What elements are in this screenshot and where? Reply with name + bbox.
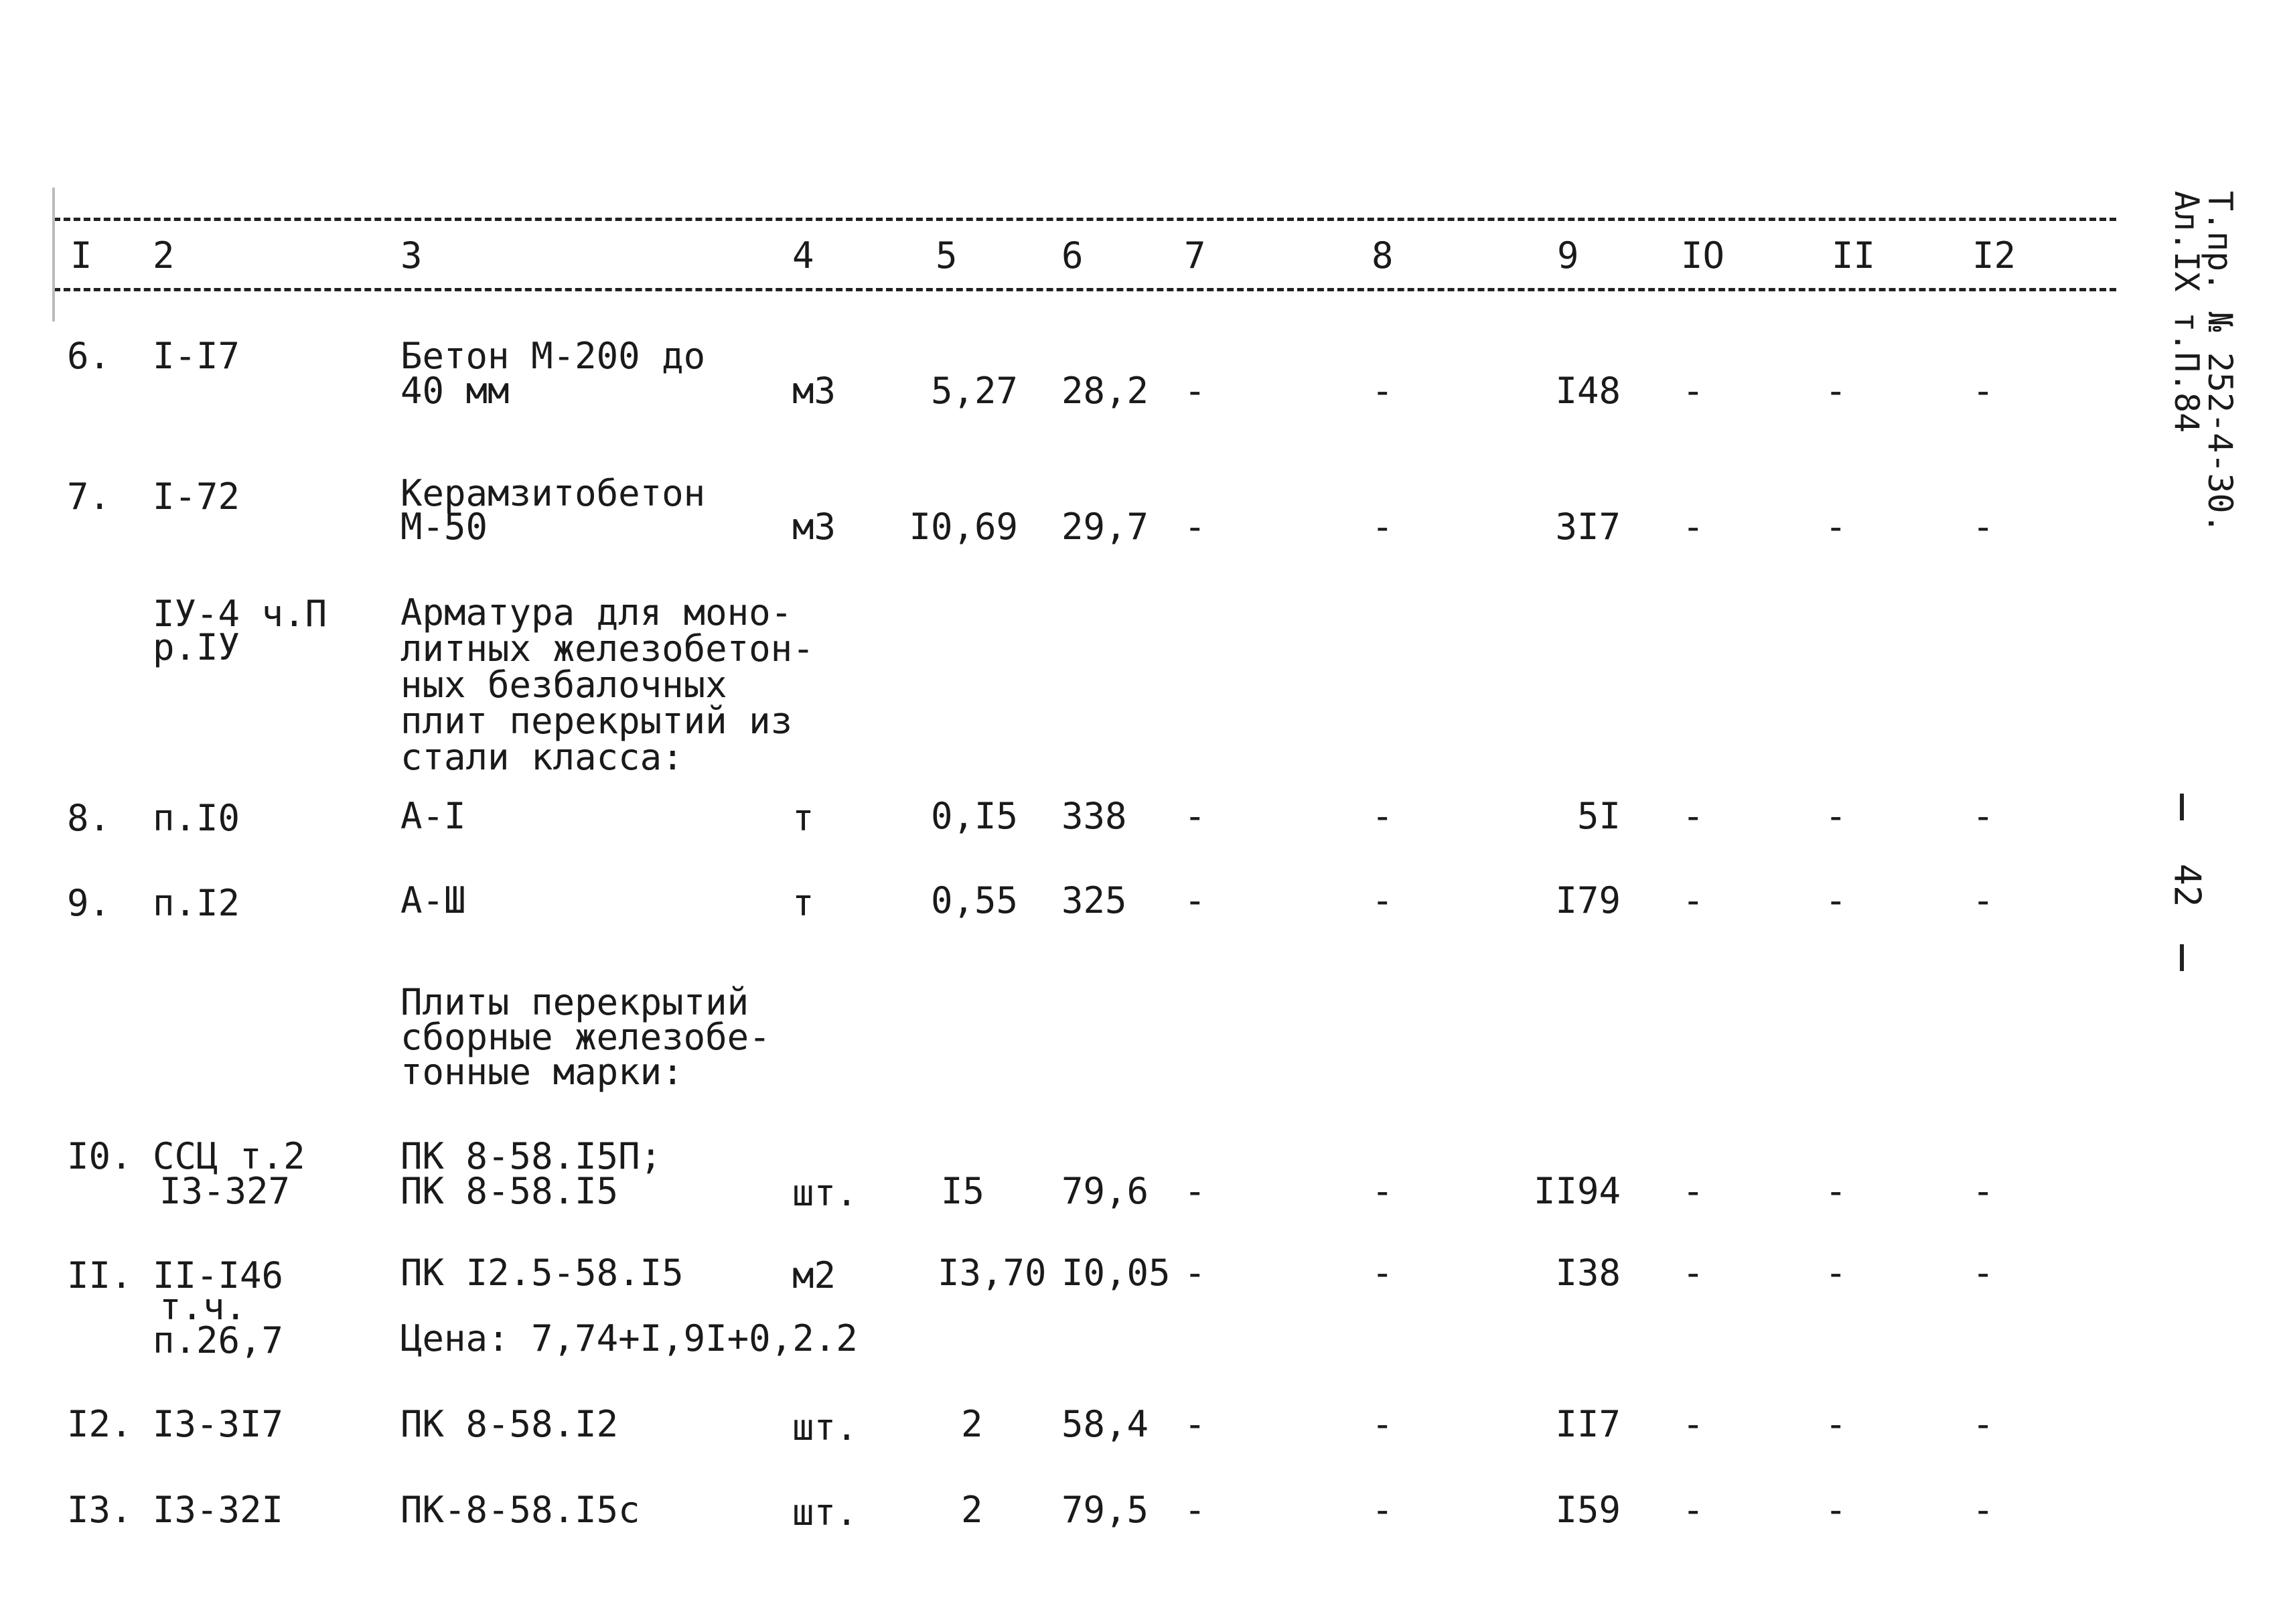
row-c10: - bbox=[1682, 370, 1704, 412]
row-c11: - bbox=[1825, 370, 1847, 412]
col-header-11: II bbox=[1832, 234, 1876, 277]
row-c12: - bbox=[1972, 506, 1994, 548]
row-desc: Плиты перекрытий bbox=[400, 981, 749, 1023]
row-c10: - bbox=[1682, 1252, 1704, 1294]
row-desc: ПК I2.5-58.I5 bbox=[400, 1252, 684, 1294]
frame-left-edge bbox=[52, 188, 55, 321]
row-qty: 2 bbox=[961, 1403, 983, 1445]
col-header-12: I2 bbox=[1972, 234, 2016, 277]
row-code-line2: I3-327 bbox=[159, 1170, 291, 1212]
row-price: 79,5 bbox=[1061, 1489, 1149, 1531]
row-no: I2. bbox=[67, 1403, 133, 1445]
row-c7: - bbox=[1184, 1489, 1206, 1531]
row-c7: - bbox=[1184, 370, 1206, 412]
row-c12: - bbox=[1972, 1403, 1994, 1445]
row-total: I59 bbox=[1555, 1489, 1621, 1531]
row-total: II94 bbox=[1533, 1170, 1621, 1212]
row-unit: т bbox=[792, 882, 814, 924]
row-c7: - bbox=[1184, 1403, 1206, 1445]
row-code-line2: т.ч. bbox=[159, 1286, 247, 1328]
row-desc: плит перекрытий из bbox=[400, 700, 793, 742]
row-c7: - bbox=[1184, 1170, 1206, 1212]
row-unit: т bbox=[792, 797, 814, 839]
row-unit: м3 bbox=[792, 506, 836, 548]
row-price: 28,2 bbox=[1061, 370, 1149, 412]
row-qty: I3,70 bbox=[938, 1252, 1047, 1294]
row-desc: тонные марки: bbox=[400, 1051, 684, 1093]
row-c8: - bbox=[1372, 506, 1394, 548]
row-code: IУ-4 ч.П bbox=[153, 593, 327, 635]
row-c8: - bbox=[1372, 370, 1394, 412]
row-total: I48 bbox=[1555, 370, 1621, 412]
row-price: 29,7 bbox=[1061, 506, 1149, 548]
row-c7: - bbox=[1184, 1252, 1206, 1294]
row-qty: 5,27 bbox=[930, 370, 1018, 412]
row-c11: - bbox=[1825, 1489, 1847, 1531]
row-c12: - bbox=[1972, 1252, 1994, 1294]
row-c10: - bbox=[1682, 879, 1704, 921]
col-header-3: 3 bbox=[400, 234, 423, 277]
row-no: 8. bbox=[67, 797, 111, 839]
row-desc: ПК-8-58.I5с bbox=[400, 1489, 640, 1531]
page-dash-top bbox=[2180, 794, 2184, 820]
col-header-10: IO bbox=[1681, 234, 1725, 277]
row-total: I38 bbox=[1555, 1252, 1621, 1294]
header-rule-top bbox=[54, 218, 2116, 221]
row-c7: - bbox=[1184, 795, 1206, 837]
row-code: ССЦ т.2 bbox=[153, 1135, 305, 1177]
row-qty: 0,55 bbox=[930, 879, 1018, 921]
row-price-formula: Цена: 7,74+I,9I+0,2.2 bbox=[400, 1317, 858, 1359]
row-desc: ПК 8-58.I5П; bbox=[400, 1135, 662, 1177]
row-code: I3-3I7 bbox=[153, 1403, 284, 1445]
row-price: 338 bbox=[1061, 795, 1127, 837]
row-desc: ных безбалочных bbox=[400, 664, 727, 706]
row-total: 3I7 bbox=[1555, 506, 1621, 548]
row-c8: - bbox=[1372, 879, 1394, 921]
row-no: II. bbox=[67, 1254, 133, 1297]
row-desc: М-50 bbox=[400, 506, 488, 548]
row-c8: - bbox=[1372, 1252, 1394, 1294]
header-rule-bottom bbox=[54, 288, 2116, 291]
row-desc: Керамзитобетон bbox=[400, 472, 706, 514]
row-c11: - bbox=[1825, 1403, 1847, 1445]
row-c12: - bbox=[1972, 1170, 1994, 1212]
row-desc: ПК 8-58.I5 bbox=[400, 1170, 619, 1212]
row-desc: 40 мм bbox=[400, 370, 510, 412]
col-header-1: I bbox=[70, 234, 92, 277]
col-header-8: 8 bbox=[1372, 234, 1394, 277]
row-no: 9. bbox=[67, 882, 111, 924]
row-c11: - bbox=[1825, 795, 1847, 837]
col-header-5: 5 bbox=[936, 234, 958, 277]
row-c11: - bbox=[1825, 506, 1847, 548]
col-header-4: 4 bbox=[792, 234, 814, 277]
col-header-6: 6 bbox=[1061, 234, 1084, 277]
row-price: 325 bbox=[1061, 879, 1127, 921]
row-c11: - bbox=[1825, 879, 1847, 921]
side-stamp bbox=[2150, 191, 2239, 539]
row-desc: А-Ш bbox=[400, 879, 466, 921]
row-no: I0. bbox=[67, 1135, 133, 1177]
row-c10: - bbox=[1682, 1170, 1704, 1212]
row-no: I3. bbox=[67, 1489, 133, 1531]
row-qty: 0,I5 bbox=[930, 795, 1018, 837]
row-desc: литных железобетон- bbox=[400, 628, 814, 670]
row-desc: стали класса: bbox=[400, 736, 684, 778]
side-stamp-line2: Ал.IХ т.П.84 bbox=[2167, 191, 2206, 433]
row-code: п.I0 bbox=[153, 797, 240, 839]
row-desc: ПК 8-58.I2 bbox=[400, 1403, 619, 1445]
row-c12: - bbox=[1972, 795, 1994, 837]
row-c7: - bbox=[1184, 879, 1206, 921]
row-no: 7. bbox=[67, 475, 111, 518]
row-unit: шт. bbox=[792, 1491, 858, 1534]
row-c8: - bbox=[1372, 1170, 1394, 1212]
row-unit: м3 bbox=[792, 370, 836, 412]
page-number-block bbox=[2160, 794, 2213, 974]
row-c8: - bbox=[1372, 1403, 1394, 1445]
row-c8: - bbox=[1372, 795, 1394, 837]
row-price: 79,6 bbox=[1061, 1170, 1149, 1212]
row-total: 5I bbox=[1576, 795, 1621, 837]
row-unit: м2 bbox=[792, 1254, 836, 1297]
row-code: I-I7 bbox=[153, 335, 240, 377]
row-c10: - bbox=[1682, 506, 1704, 548]
row-c11: - bbox=[1825, 1252, 1847, 1294]
row-c10: - bbox=[1682, 1403, 1704, 1445]
col-header-9: 9 bbox=[1557, 234, 1579, 277]
row-code: II-I46 bbox=[153, 1254, 284, 1297]
page-number: 42 bbox=[2166, 863, 2209, 907]
row-c7: - bbox=[1184, 506, 1206, 548]
row-desc: Арматура для моно- bbox=[400, 591, 793, 634]
row-c12: - bbox=[1972, 370, 1994, 412]
row-no: 6. bbox=[67, 335, 111, 377]
col-header-2: 2 bbox=[153, 234, 175, 277]
row-code-line3: п.26,7 bbox=[153, 1319, 284, 1361]
row-qty: 2 bbox=[961, 1489, 983, 1531]
row-desc: А-I bbox=[400, 795, 466, 837]
row-unit: шт. bbox=[792, 1172, 858, 1214]
row-code: I-72 bbox=[153, 475, 240, 518]
row-c11: - bbox=[1825, 1170, 1847, 1212]
row-price: 58,4 bbox=[1061, 1403, 1149, 1445]
row-c12: - bbox=[1972, 879, 1994, 921]
row-total: II7 bbox=[1555, 1403, 1621, 1445]
row-qty: I0,69 bbox=[909, 506, 1018, 548]
row-unit: шт. bbox=[792, 1406, 858, 1449]
row-c8: - bbox=[1372, 1489, 1394, 1531]
row-c10: - bbox=[1682, 1489, 1704, 1531]
col-header-7: 7 bbox=[1184, 234, 1206, 277]
row-qty: I5 bbox=[941, 1170, 985, 1212]
row-code: п.I2 bbox=[153, 882, 240, 924]
row-desc: сборные железобе- bbox=[400, 1016, 771, 1058]
row-code: I3-32I bbox=[153, 1489, 284, 1531]
row-c12: - bbox=[1972, 1489, 1994, 1531]
row-total: I79 bbox=[1555, 879, 1621, 921]
side-stamp-line1: Т.пр. № 252-4-30. bbox=[2201, 191, 2239, 534]
row-code-line2: р.IУ bbox=[153, 626, 240, 668]
row-price: I0,05 bbox=[1061, 1252, 1171, 1294]
row-desc: Бетон М-200 до bbox=[400, 335, 706, 377]
page-dash-bottom bbox=[2180, 944, 2184, 971]
row-c10: - bbox=[1682, 795, 1704, 837]
